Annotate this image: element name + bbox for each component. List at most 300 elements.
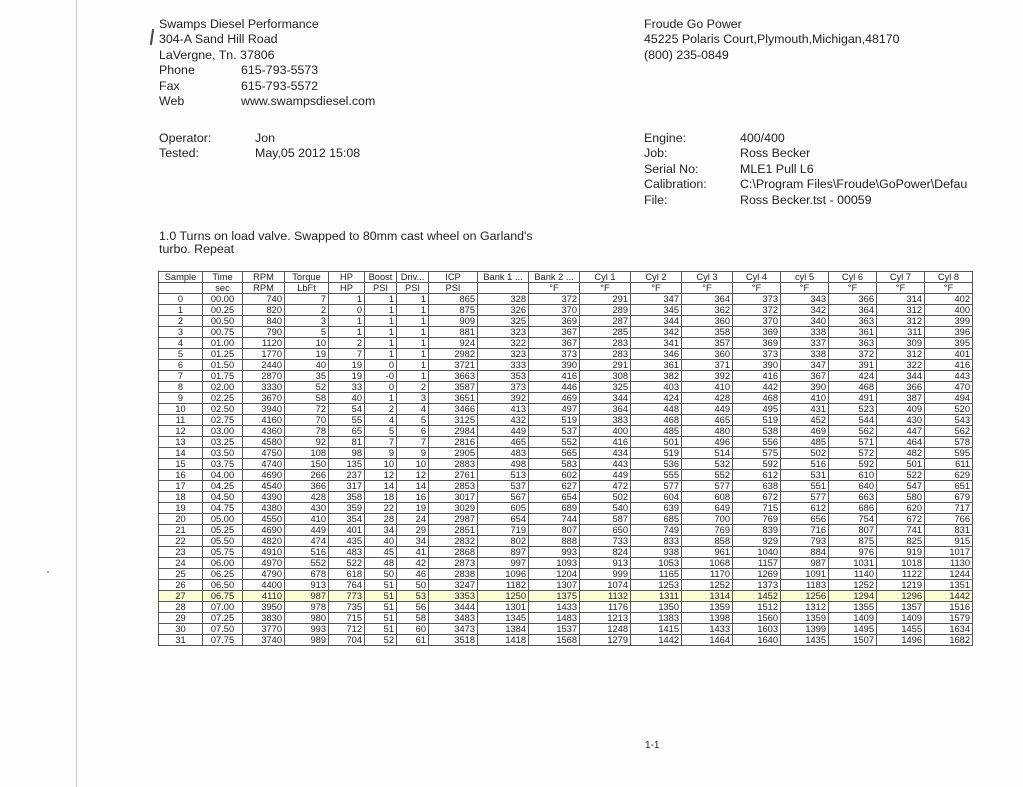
table-cell: 735 bbox=[329, 602, 365, 613]
table-cell: 700 bbox=[682, 514, 733, 525]
table-cell: 629 bbox=[925, 470, 973, 481]
table-cell: 1496 bbox=[877, 635, 925, 646]
table-cell: 612 bbox=[781, 503, 829, 514]
table-cell: 373 bbox=[733, 294, 781, 305]
column-unit bbox=[159, 283, 203, 294]
table-row bbox=[159, 349, 973, 360]
table-row bbox=[159, 448, 973, 459]
table-cell: 287 bbox=[580, 316, 631, 327]
table-cell: 9 bbox=[397, 448, 429, 459]
table-cell: 342 bbox=[631, 327, 682, 338]
table-cell: 13 bbox=[159, 437, 203, 448]
table-cell: 410 bbox=[285, 514, 329, 525]
table-cell: 29 bbox=[397, 525, 429, 536]
table-cell: 519 bbox=[631, 448, 682, 459]
table-cell: 583 bbox=[529, 459, 580, 470]
table-cell: 592 bbox=[829, 459, 877, 470]
table-cell: 51 bbox=[365, 591, 397, 602]
table-cell: 344 bbox=[877, 371, 925, 382]
table-cell: 17 bbox=[159, 481, 203, 492]
table-cell: 2816 bbox=[429, 437, 478, 448]
table-cell: 482 bbox=[877, 448, 925, 459]
table-cell: 06.75 bbox=[203, 591, 243, 602]
table-cell: 1 bbox=[365, 294, 397, 305]
table-row bbox=[159, 503, 973, 514]
table-cell: 40 bbox=[285, 360, 329, 371]
table-cell: 1373 bbox=[733, 580, 781, 591]
table-row bbox=[159, 624, 973, 635]
table-cell: 312 bbox=[877, 349, 925, 360]
table-cell: 595 bbox=[925, 448, 973, 459]
company-address-1: 304-A Sand Hill Road bbox=[159, 32, 278, 47]
engine-value: 400/400 bbox=[740, 131, 785, 145]
vendor-address: 45225 Polaris Court,Plymouth,Michigan,48170 bbox=[644, 32, 900, 47]
table-cell: 656 bbox=[781, 514, 829, 525]
table-cell: 468 bbox=[733, 393, 781, 404]
table-cell: 22 bbox=[365, 503, 397, 514]
table-cell: 367 bbox=[781, 371, 829, 382]
table-cell: 919 bbox=[877, 547, 925, 558]
table-cell: 30 bbox=[159, 624, 203, 635]
table-cell: 452 bbox=[781, 415, 829, 426]
table-cell: 373 bbox=[733, 349, 781, 360]
test-note-line-1: 1.0 Turns on load valve. Swapped to 80mm cast wheel on Garland's bbox=[159, 229, 533, 243]
table-cell: 2 bbox=[397, 382, 429, 393]
table-cell: 1165 bbox=[631, 569, 682, 580]
table-cell: 416 bbox=[529, 371, 580, 382]
table-row bbox=[159, 580, 973, 591]
table-cell: 929 bbox=[733, 536, 781, 547]
table-cell: 25 bbox=[159, 569, 203, 580]
table-cell: 06.00 bbox=[203, 558, 243, 569]
company-name: Swamps Diesel Performance bbox=[159, 17, 319, 31]
table-cell: 3 bbox=[159, 327, 203, 338]
table-cell: 1314 bbox=[682, 591, 733, 602]
table-cell: 1 bbox=[397, 338, 429, 349]
table-cell: 337 bbox=[781, 338, 829, 349]
table-cell: 402 bbox=[925, 294, 973, 305]
table-cell: 1435 bbox=[781, 635, 829, 646]
table-cell: 369 bbox=[529, 316, 580, 327]
table-cell: 1093 bbox=[529, 558, 580, 569]
table-row bbox=[159, 591, 973, 602]
column-header: Cyl 8 bbox=[925, 272, 973, 283]
table-cell: 343 bbox=[781, 294, 829, 305]
column-header: Bank 1 ... bbox=[478, 272, 529, 283]
table-cell: 540 bbox=[580, 503, 631, 514]
table-cell: 9 bbox=[365, 448, 397, 459]
table-cell: 468 bbox=[631, 415, 682, 426]
table-cell: 24 bbox=[397, 514, 429, 525]
page-number: 1-1 bbox=[645, 740, 660, 751]
table-cell: 7 bbox=[159, 371, 203, 382]
table-cell: 3017 bbox=[429, 492, 478, 503]
table-cell: 654 bbox=[478, 514, 529, 525]
table-cell: 3353 bbox=[429, 591, 478, 602]
table-cell: 3940 bbox=[243, 404, 285, 415]
page-margin-line bbox=[76, 0, 77, 787]
table-row bbox=[159, 316, 973, 327]
table-cell: 54 bbox=[329, 404, 365, 415]
table-cell: 469 bbox=[781, 426, 829, 437]
table-cell: 12 bbox=[365, 470, 397, 481]
table-cell: 1122 bbox=[877, 569, 925, 580]
table-cell: 469 bbox=[529, 393, 580, 404]
table-cell: 577 bbox=[781, 492, 829, 503]
table-cell: 314 bbox=[877, 294, 925, 305]
table-cell: 409 bbox=[877, 404, 925, 415]
table-cell: 627 bbox=[529, 481, 580, 492]
table-row bbox=[159, 470, 973, 481]
table-cell: 551 bbox=[781, 481, 829, 492]
table-cell: 496 bbox=[682, 437, 733, 448]
table-cell: 1398 bbox=[682, 613, 733, 624]
table-cell: 5 bbox=[365, 426, 397, 437]
scan-speck bbox=[47, 571, 49, 573]
table-cell: 1170 bbox=[682, 569, 733, 580]
table-cell: 1 bbox=[365, 349, 397, 360]
table-cell: 4380 bbox=[243, 503, 285, 514]
table-cell: 72 bbox=[285, 404, 329, 415]
table-cell: -0 bbox=[365, 371, 397, 382]
column-unit: °F bbox=[877, 283, 925, 294]
table-cell: 312 bbox=[877, 316, 925, 327]
table-cell: 317 bbox=[329, 481, 365, 492]
table-cell: 33 bbox=[329, 382, 365, 393]
table-cell: 602 bbox=[529, 470, 580, 481]
table-cell: 7 bbox=[365, 437, 397, 448]
table-cell: 00.75 bbox=[203, 327, 243, 338]
table-cell: 07.25 bbox=[203, 613, 243, 624]
table-cell: 514 bbox=[682, 448, 733, 459]
table-cell: 980 bbox=[285, 613, 329, 624]
table-cell: 1053 bbox=[631, 558, 682, 569]
table-cell: 820 bbox=[243, 305, 285, 316]
table-cell: 1312 bbox=[781, 602, 829, 613]
table-cell: 31 bbox=[159, 635, 203, 646]
table-cell: 06.50 bbox=[203, 580, 243, 591]
table-cell: 10 bbox=[365, 459, 397, 470]
table-cell: 442 bbox=[733, 382, 781, 393]
test-info bbox=[159, 131, 360, 162]
table-cell: 4400 bbox=[243, 580, 285, 591]
table-cell: 5 bbox=[285, 327, 329, 338]
table-cell: 359 bbox=[329, 503, 365, 514]
table-cell: 35 bbox=[285, 371, 329, 382]
table-cell: 3830 bbox=[243, 613, 285, 624]
table-row bbox=[159, 393, 973, 404]
table-cell: 2 bbox=[285, 305, 329, 316]
table-cell: 369 bbox=[733, 327, 781, 338]
column-header: Cyl 7 bbox=[877, 272, 925, 283]
table-cell: 14 bbox=[159, 448, 203, 459]
table-cell: 18 bbox=[159, 492, 203, 503]
table-cell: 4820 bbox=[243, 536, 285, 547]
table-header bbox=[159, 272, 973, 294]
table-cell: 390 bbox=[781, 382, 829, 393]
table-cell: 361 bbox=[829, 327, 877, 338]
table-cell: 3466 bbox=[429, 404, 478, 415]
table-cell: 1 bbox=[365, 316, 397, 327]
table-cell: 363 bbox=[829, 316, 877, 327]
table-cell: 1634 bbox=[925, 624, 973, 635]
table-cell: 1 bbox=[329, 327, 365, 338]
table-cell: 552 bbox=[682, 470, 733, 481]
table-cell: 654 bbox=[529, 492, 580, 503]
table-cell: 1483 bbox=[529, 613, 580, 624]
table-cell: 372 bbox=[733, 305, 781, 316]
table-cell: 446 bbox=[529, 382, 580, 393]
table-cell: 1248 bbox=[580, 624, 631, 635]
table-cell: 498 bbox=[478, 459, 529, 470]
table-cell: 410 bbox=[781, 393, 829, 404]
table-cell: 04.50 bbox=[203, 492, 243, 503]
table-cell: 1355 bbox=[829, 602, 877, 613]
table-cell: 05.50 bbox=[203, 536, 243, 547]
table-cell: 364 bbox=[682, 294, 733, 305]
table-row bbox=[159, 371, 973, 382]
table-cell: 434 bbox=[580, 448, 631, 459]
table-cell: 283 bbox=[580, 349, 631, 360]
table-cell: 3670 bbox=[243, 393, 285, 404]
table-cell: 2870 bbox=[243, 371, 285, 382]
table-cell: 556 bbox=[733, 437, 781, 448]
table-cell: 1 bbox=[329, 316, 365, 327]
table-cell: 1537 bbox=[529, 624, 580, 635]
table-cell: 360 bbox=[682, 349, 733, 360]
table-cell: 4580 bbox=[243, 437, 285, 448]
table-cell: 519 bbox=[529, 415, 580, 426]
table-cell: 358 bbox=[329, 492, 365, 503]
job-value: Ross Becker bbox=[740, 146, 811, 161]
table-cell: 328 bbox=[478, 294, 529, 305]
table-cell: 1351 bbox=[925, 580, 973, 591]
file-row bbox=[644, 193, 1023, 208]
table-cell: 976 bbox=[829, 547, 877, 558]
table-cell: 1442 bbox=[925, 591, 973, 602]
table-cell: 544 bbox=[829, 415, 877, 426]
vendor-name: Froude Go Power bbox=[644, 17, 742, 31]
table-cell: 341 bbox=[631, 338, 682, 349]
table-cell: 571 bbox=[829, 437, 877, 448]
table-cell: 357 bbox=[682, 338, 733, 349]
table-cell: 60 bbox=[397, 624, 429, 635]
table-cell: 390 bbox=[733, 360, 781, 371]
table-cell: 3721 bbox=[429, 360, 478, 371]
web-value: www.swampsdiesel.com bbox=[241, 93, 376, 108]
table-cell: 04.75 bbox=[203, 503, 243, 514]
table-cell: 501 bbox=[877, 459, 925, 470]
table-cell: 1307 bbox=[529, 580, 580, 591]
operator-row bbox=[159, 131, 360, 146]
table-cell: 4 bbox=[365, 415, 397, 426]
web-label: Web bbox=[159, 93, 185, 108]
test-note-line-2: turbo. Repeat bbox=[159, 242, 235, 256]
table-cell: 449 bbox=[682, 404, 733, 415]
table-cell: 552 bbox=[285, 558, 329, 569]
table-cell: 55 bbox=[329, 415, 365, 426]
table-cell: 552 bbox=[529, 437, 580, 448]
table-cell: 358 bbox=[682, 327, 733, 338]
table-cell: 4690 bbox=[243, 470, 285, 481]
table-cell: 10 bbox=[397, 459, 429, 470]
table-cell: 46 bbox=[397, 569, 429, 580]
table-cell: 428 bbox=[285, 492, 329, 503]
table-cell: 522 bbox=[329, 558, 365, 569]
table-cell: 465 bbox=[478, 437, 529, 448]
table-cell: 05.25 bbox=[203, 525, 243, 536]
table-cell: 11 bbox=[159, 415, 203, 426]
table-cell: 1383 bbox=[631, 613, 682, 624]
table-cell: 884 bbox=[781, 547, 829, 558]
table-cell: 58 bbox=[397, 613, 429, 624]
company-phone-row bbox=[159, 63, 375, 78]
table-cell: 1219 bbox=[877, 580, 925, 591]
table-cell: 1017 bbox=[925, 547, 973, 558]
table-cell: 1560 bbox=[733, 613, 781, 624]
table-cell: 620 bbox=[877, 503, 925, 514]
table-cell: 2761 bbox=[429, 470, 478, 481]
table-cell: 448 bbox=[631, 404, 682, 415]
table-cell: 1433 bbox=[682, 624, 733, 635]
table-cell: 52 bbox=[365, 635, 397, 646]
tested-value: May,05 2012 15:08 bbox=[255, 146, 361, 161]
table-cell: 672 bbox=[733, 492, 781, 503]
table-cell: 1040 bbox=[733, 547, 781, 558]
table-cell: 1 bbox=[397, 305, 429, 316]
table-cell: 640 bbox=[829, 481, 877, 492]
table-cell: 679 bbox=[925, 492, 973, 503]
table-cell: 881 bbox=[429, 327, 478, 338]
table-cell: 51 bbox=[365, 624, 397, 635]
table-cell: 05.75 bbox=[203, 547, 243, 558]
table-cell: 340 bbox=[781, 316, 829, 327]
table-cell: 40 bbox=[329, 393, 365, 404]
table-cell: 2984 bbox=[429, 426, 478, 437]
table-cell: 0 bbox=[159, 294, 203, 305]
table-cell: 1359 bbox=[781, 613, 829, 624]
table-cell: 03.75 bbox=[203, 459, 243, 470]
table-cell: 875 bbox=[829, 536, 877, 547]
table-cell: 447 bbox=[877, 426, 925, 437]
table-cell: 03.50 bbox=[203, 448, 243, 459]
dyno-data-table bbox=[158, 271, 973, 646]
table-cell: 704 bbox=[329, 635, 365, 646]
table-cell: 27 bbox=[159, 591, 203, 602]
tested-label: Tested: bbox=[159, 146, 199, 161]
table-cell: 802 bbox=[478, 536, 529, 547]
table-cell: 370 bbox=[529, 305, 580, 316]
table-cell: 3483 bbox=[429, 613, 478, 624]
table-cell: 1182 bbox=[478, 580, 529, 591]
table-row bbox=[159, 613, 973, 624]
table-cell: 1770 bbox=[243, 349, 285, 360]
table-cell: 1301 bbox=[478, 602, 529, 613]
table-cell: 150 bbox=[285, 459, 329, 470]
table-cell: 769 bbox=[682, 525, 733, 536]
phone-label: Phone bbox=[159, 63, 195, 78]
column-header: Boost bbox=[365, 272, 397, 283]
table-cell: 1516 bbox=[925, 602, 973, 613]
vendor-phone: (800) 235-0849 bbox=[644, 47, 729, 62]
table-cell: 342 bbox=[781, 305, 829, 316]
table-cell: 4690 bbox=[243, 525, 285, 536]
column-unit: °F bbox=[925, 283, 973, 294]
table-cell: 1 bbox=[397, 327, 429, 338]
table-row bbox=[159, 327, 973, 338]
table-cell: 58 bbox=[285, 393, 329, 404]
file-label: File: bbox=[644, 192, 668, 207]
table-cell: 497 bbox=[529, 404, 580, 415]
table-cell: 1213 bbox=[580, 613, 631, 624]
table-cell: 961 bbox=[682, 547, 733, 558]
table-cell: 577 bbox=[631, 481, 682, 492]
table-cell: 1399 bbox=[781, 624, 829, 635]
table-cell: 03.00 bbox=[203, 426, 243, 437]
table-cell: 494 bbox=[925, 393, 973, 404]
table-cell: 1 bbox=[365, 327, 397, 338]
table-cell: 338 bbox=[781, 327, 829, 338]
table-cell: 19 bbox=[285, 349, 329, 360]
table-cell: 1250 bbox=[478, 591, 529, 602]
table-cell: 16 bbox=[397, 492, 429, 503]
table-cell: 567 bbox=[478, 492, 529, 503]
table-cell: 1359 bbox=[682, 602, 733, 613]
table-cell: 924 bbox=[429, 338, 478, 349]
table-cell: 754 bbox=[829, 514, 877, 525]
table-cell: 12 bbox=[159, 426, 203, 437]
table-cell: 4910 bbox=[243, 547, 285, 558]
table-cell: 716 bbox=[781, 525, 829, 536]
test-note bbox=[159, 230, 679, 256]
table-cell: 3518 bbox=[429, 635, 478, 646]
column-header: HP bbox=[329, 272, 365, 283]
column-header: Torque bbox=[285, 272, 329, 283]
table-cell: 3651 bbox=[429, 393, 478, 404]
table-cell: 639 bbox=[631, 503, 682, 514]
table-cell: 790 bbox=[243, 327, 285, 338]
engine-label: Engine: bbox=[644, 131, 687, 145]
table-cell: 312 bbox=[877, 305, 925, 316]
table-cell: 430 bbox=[285, 503, 329, 514]
table-cell: 1 bbox=[397, 371, 429, 382]
table-cell: 1031 bbox=[829, 558, 877, 569]
table-cell: 01.50 bbox=[203, 360, 243, 371]
header-row-names bbox=[159, 272, 973, 283]
table-cell: 443 bbox=[925, 371, 973, 382]
table-cell: 537 bbox=[478, 481, 529, 492]
operator-value: Jon bbox=[255, 131, 275, 145]
table-cell: 769 bbox=[733, 514, 781, 525]
vendor-header bbox=[644, 17, 900, 63]
table-cell: 04.00 bbox=[203, 470, 243, 481]
table-row bbox=[159, 382, 973, 393]
table-cell: 2851 bbox=[429, 525, 478, 536]
table-cell: 02.75 bbox=[203, 415, 243, 426]
table-cell: 4750 bbox=[243, 448, 285, 459]
table-cell: 8 bbox=[159, 382, 203, 393]
table-cell: 938 bbox=[631, 547, 682, 558]
operator-label: Operator: bbox=[159, 131, 212, 145]
table-cell: 395 bbox=[925, 338, 973, 349]
table-cell: 23 bbox=[159, 547, 203, 558]
table-cell: 347 bbox=[781, 360, 829, 371]
serial-row bbox=[644, 162, 1023, 177]
table-cell: 56 bbox=[397, 602, 429, 613]
table-cell: 7 bbox=[285, 294, 329, 305]
calibration-row bbox=[644, 177, 1023, 192]
column-unit: °F bbox=[631, 283, 682, 294]
